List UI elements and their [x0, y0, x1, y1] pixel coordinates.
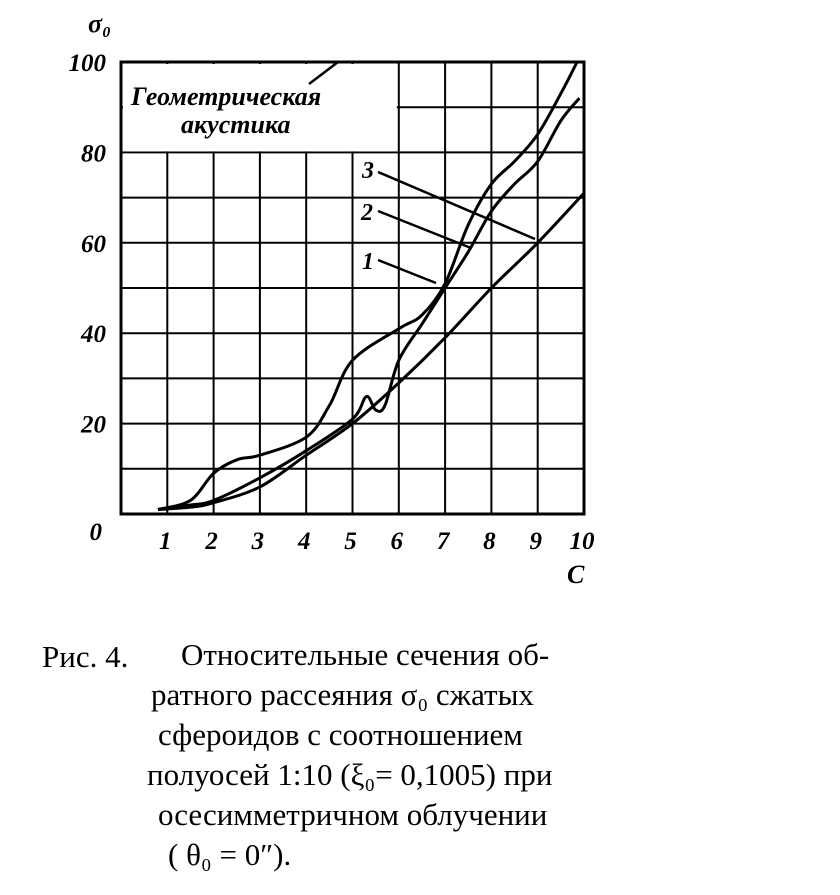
y-tick-label: 80 — [81, 140, 106, 168]
y-tick-label: 40 — [81, 321, 106, 349]
y-tick-label: 20 — [81, 411, 106, 439]
series-3-label: 3 — [362, 158, 374, 184]
geometric-acoustics-line-2: акустика — [181, 110, 291, 139]
caption-line-5: осесимметричном облучении — [158, 797, 548, 832]
x-tick-label: 4 — [297, 528, 311, 555]
x-tick-label: 7 — [436, 528, 450, 555]
caption-line-2: ратного рассеяния σ₀ сжатых — [151, 677, 534, 712]
x-tick-label: 9 — [529, 528, 542, 555]
x-tick-label: 5 — [344, 528, 357, 555]
caption-label: Рис. 4. — [42, 639, 129, 674]
x-tick-label: 2 — [205, 528, 218, 555]
x-tick-label: 6 — [390, 528, 404, 555]
x-tick-label: 3 — [251, 528, 265, 555]
geometric-acoustics-line-1: Геометрическая — [131, 82, 322, 111]
series-1-label: 1 — [362, 249, 374, 275]
caption-line-3: сфероидов с соотношением — [158, 717, 523, 752]
caption-line-4: полуосей 1:10 (ξ₀= 0,1005) при — [147, 757, 553, 792]
x-tick-label: 10 — [569, 528, 595, 555]
y-tick-label: 100 — [68, 50, 106, 77]
x-tick-label: 1 — [159, 528, 172, 555]
caption-line-6: ( θ₀ = 0″). — [168, 837, 292, 872]
y-tick-label: 60 — [81, 230, 106, 258]
series-2-label: 2 — [361, 200, 373, 226]
caption-line-1: Относительные сечения об- — [181, 637, 550, 672]
y-tick-label: 0 — [89, 519, 102, 546]
x-axis-label: C — [567, 560, 585, 589]
y-axis-label: σ₀ — [88, 9, 112, 38]
x-tick-label: 8 — [483, 528, 496, 555]
